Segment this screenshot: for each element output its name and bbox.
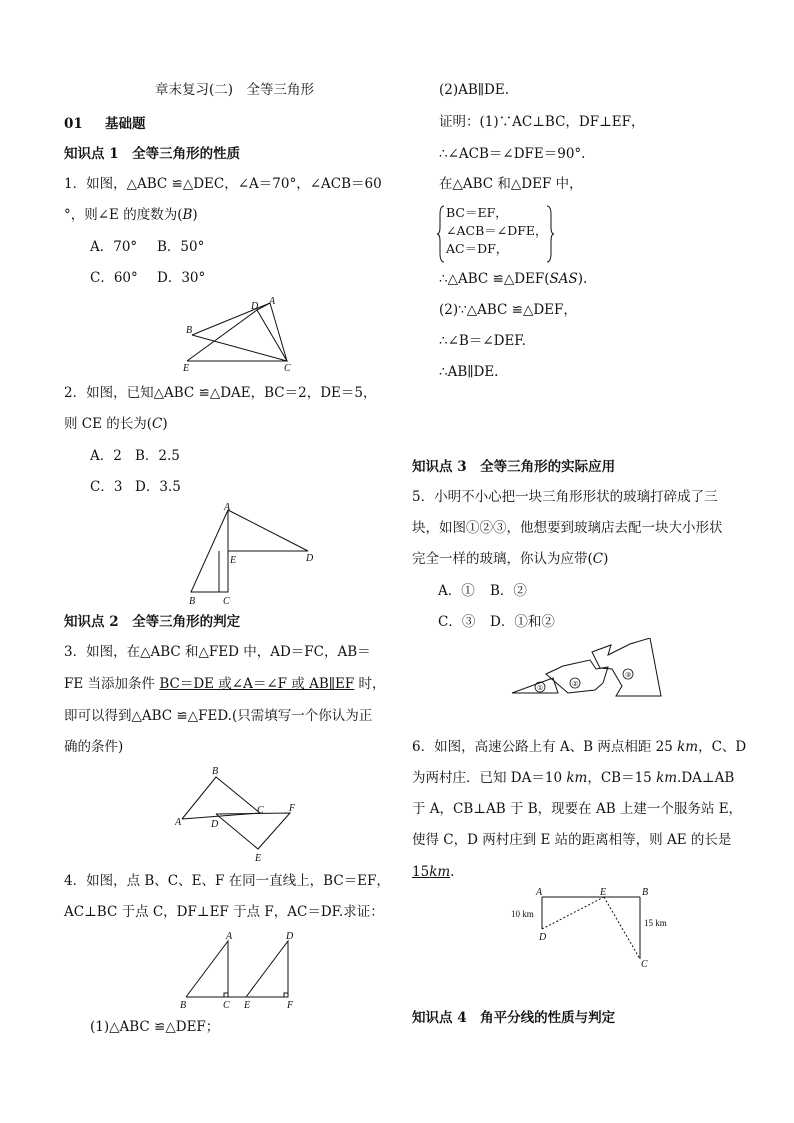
fig4-label: E: [244, 1000, 251, 1011]
q5-option-a: A．①: [438, 583, 475, 599]
page-title: 章末复习(二) 全等三角形: [155, 82, 315, 98]
proof-line3: 在△ABC 和△DEF 中，: [439, 176, 583, 192]
q5-option-c: C．③: [438, 614, 476, 630]
fig3-label: B: [212, 766, 219, 777]
q5-line2: 块，如图①②③，他想要到玻璃店去配一块大小形状: [412, 520, 723, 536]
fig6-label: C: [641, 959, 648, 970]
fig6-label: E: [600, 887, 607, 898]
fig4-label: C: [223, 1000, 230, 1011]
q4-line2: AC⊥BC 于点 C，DF⊥EF 于点 F，AC＝DF.求证：: [64, 904, 384, 920]
q4-line1: 4．如图，点 B、C、E、F 在同一直线上，BC＝EF，: [64, 873, 390, 889]
q3-line2: FE 当添加条件 BC＝DE 或∠A＝∠F 或 AB∥EF 时，: [64, 676, 386, 692]
q5-option-b: B．②: [490, 583, 527, 599]
fig2-label: A: [224, 502, 231, 513]
q2-option-d: D．3.5: [135, 479, 181, 495]
fig5-label: ③: [625, 671, 632, 679]
proof-line5: (2)∵△ABC ≌△DEF，: [439, 302, 577, 318]
brace-line-3: AC＝DF，: [446, 241, 509, 256]
fig4-label: F: [287, 1000, 294, 1011]
figure-q6-highway: [508, 884, 678, 970]
fig6-label: D: [539, 932, 547, 943]
proof-line4: ∴△ABC ≌△DEF(SAS).: [439, 271, 588, 287]
q1-stem-line1: 1．如图，△ABC ≌△DEC，∠A＝70°，∠ACB＝60: [64, 176, 382, 192]
q2-answer: C: [152, 416, 163, 432]
q1-option-b: B．50°: [157, 239, 205, 255]
fig2-label: D: [306, 553, 314, 564]
fig3-label: A: [175, 817, 182, 828]
q2-option-b: B．2.5: [135, 448, 180, 464]
q1-option-c: C．60°: [90, 270, 138, 286]
q6-line1: 6．如图，高速公路上有 A、B 两点相距 25 km，C、D: [412, 739, 747, 755]
q2-option-c: C．3: [90, 479, 123, 495]
knowledge-point-2: 知识点 2 全等三角形的判定: [64, 614, 241, 630]
figure-q5-glass: [508, 638, 664, 698]
fig6-label: A: [536, 887, 543, 898]
q4-sub1: (1)△ABC ≌△DEF；: [90, 1019, 220, 1035]
q3-line1: 3．如图，在△ABC 和△FED 中，AD＝FC，AB＝: [64, 644, 371, 660]
q3-line4: 确的条件): [64, 739, 124, 755]
fig1-label: B: [186, 325, 193, 336]
proof-line6: ∴∠B＝∠DEF.: [439, 333, 526, 349]
fig5-label: ②: [572, 680, 579, 688]
fig4-label: A: [226, 931, 233, 942]
fig1-label: D: [251, 301, 259, 312]
fig2-label: B: [189, 596, 196, 607]
fig3-label: E: [255, 853, 262, 864]
q5-line3: 完全一样的玻璃，你认为应带(C): [412, 551, 609, 567]
proof-line2: ∴∠ACB＝∠DFE＝90°.: [439, 146, 586, 162]
fig6-distance-da: 10 km: [511, 909, 534, 919]
q4-sub2: (2)AB∥DE.: [439, 82, 509, 98]
section-label: 基础题: [105, 116, 146, 132]
fig2-label: C: [223, 596, 230, 607]
q1-answer: B: [182, 207, 193, 223]
figure-q2-triangles: [182, 501, 322, 609]
proof-line7: ∴AB∥DE.: [439, 364, 499, 380]
fig3-label: C: [257, 805, 264, 816]
q3-answer: BC＝DE 或∠A＝∠F 或 AB∥EF: [159, 676, 355, 692]
proof-line1: 证明：(1)∵AC⊥BC，DF⊥EF，: [439, 114, 645, 130]
fig4-label: D: [286, 931, 294, 942]
fig3-label: F: [289, 803, 296, 814]
fig6-label: B: [642, 887, 649, 898]
fig4-label: B: [180, 1000, 187, 1011]
q5-answer: C: [592, 551, 604, 567]
q6-line3: 于 A，CB⊥AB 于 B，现要在 AB 上建一个服务站 E，: [412, 801, 743, 817]
fig2-label: E: [230, 555, 237, 566]
fig3-label: D: [211, 819, 219, 830]
q2-stem-line2: 则 CE 的长为(C): [64, 416, 168, 432]
q3-line3: 即可以得到△ABC ≌△FED.(只需填写一个你认为正: [64, 708, 373, 724]
q6-answer-line: 15km.: [412, 864, 455, 880]
fig1-label: E: [183, 363, 190, 374]
knowledge-point-1: 知识点 1 全等三角形的性质: [64, 146, 241, 162]
figure-q4-triangles: [176, 928, 302, 1012]
section-number: 01: [64, 116, 83, 132]
knowledge-point-3: 知识点 3 全等三角形的实际应用: [412, 459, 616, 475]
q6-line2: 为两村庄．已知 DA＝10 km，CB＝15 km.DA⊥AB: [412, 770, 735, 786]
q2-stem-line1: 2．如图，已知△ABC ≌△DAE，BC＝2，DE＝5，: [64, 385, 377, 401]
knowledge-point-4: 知识点 4 角平分线的性质与判定: [412, 1010, 616, 1026]
q6-line4: 使得 C，D 两村庄到 E 站的距离相等，则 AE 的长是: [412, 832, 732, 848]
q5-line1: 5．小明不小心把一块三角形形状的玻璃打碎成了三: [412, 489, 718, 505]
fig1-label: A: [269, 296, 276, 307]
fig1-label: C: [284, 363, 291, 374]
fig6-distance-cb: 15 km: [644, 918, 667, 928]
fig5-label: ①: [537, 684, 544, 692]
q1-stem-line2: °，则∠E 的度数为(B): [64, 207, 198, 223]
q5-option-d: D．①和②: [490, 614, 555, 630]
figure-q1-triangles: [180, 294, 300, 374]
q2-option-a: A．2: [90, 448, 122, 464]
q1-option-d: D．30°: [157, 270, 206, 286]
brace-line-2: ∠ACB＝∠DFE，: [446, 223, 548, 238]
brace-line-1: BC＝EF，: [446, 205, 508, 220]
figure-q3-triangles: [172, 763, 312, 865]
q1-option-a: A．70°: [90, 239, 138, 255]
q6-answer: 15km: [412, 864, 451, 880]
